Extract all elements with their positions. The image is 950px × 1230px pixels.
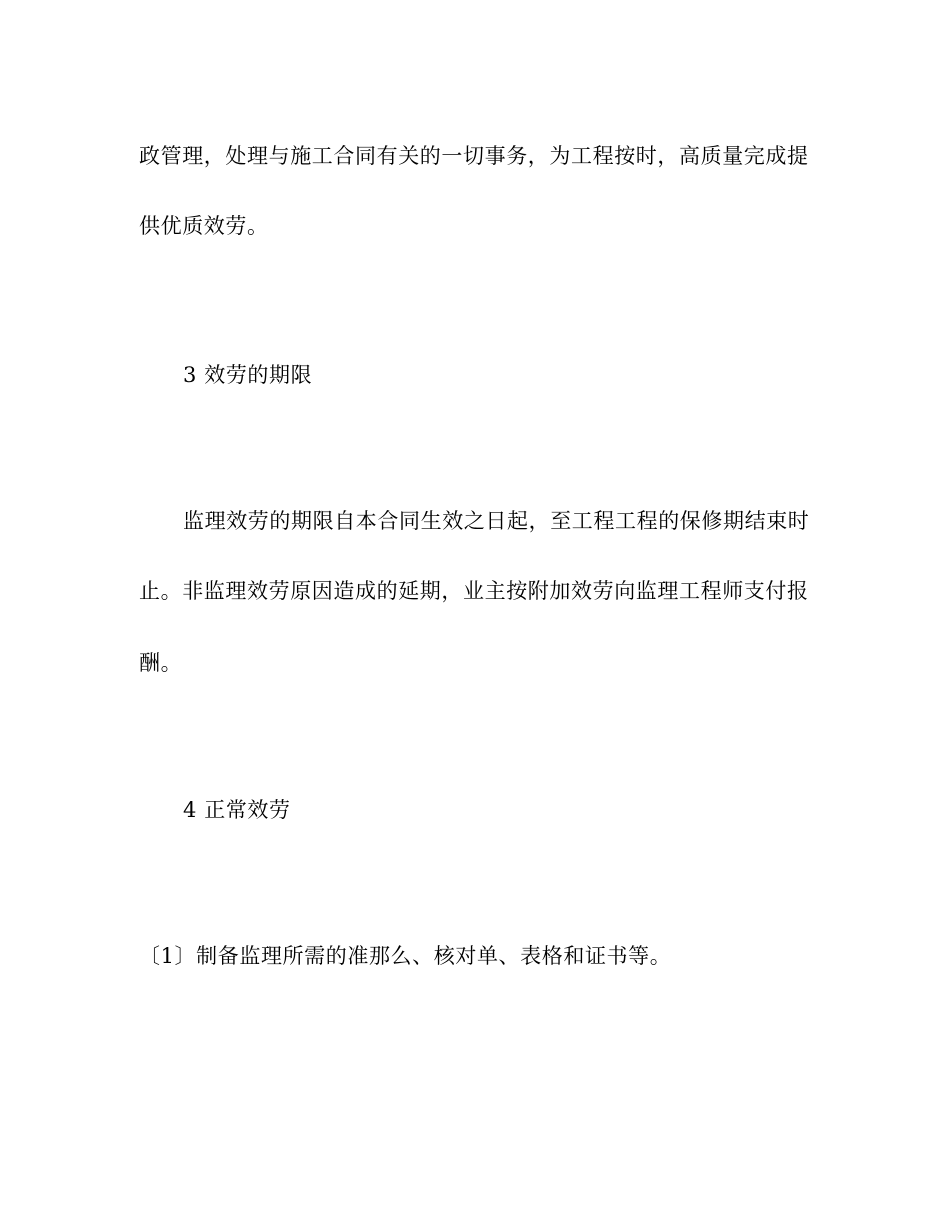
paragraph-text-line: 供优质效劳。 [139,214,269,238]
paragraph-text-line: 政管理，处理与施工合同有关的一切事务，为工程按时，高质量完成提 [139,144,809,168]
paragraph-text-line: 酬。 [139,651,183,675]
paragraph-text-line: 监理效劳的期限自本合同生效之日起，至工程工程的保修期结束时 [183,509,810,533]
list-item: 〔1〕制备监理所需的准那么、核对单、表格和证书等。 [139,944,672,968]
section-heading-service-period: 3 效劳的期限 [183,363,313,387]
section-heading-normal-service: 4 正常效劳 [183,798,291,822]
paragraph-text-line: 止。非监理效劳原因造成的延期，业主按附加效劳向监理工程师支付报 [139,579,809,603]
